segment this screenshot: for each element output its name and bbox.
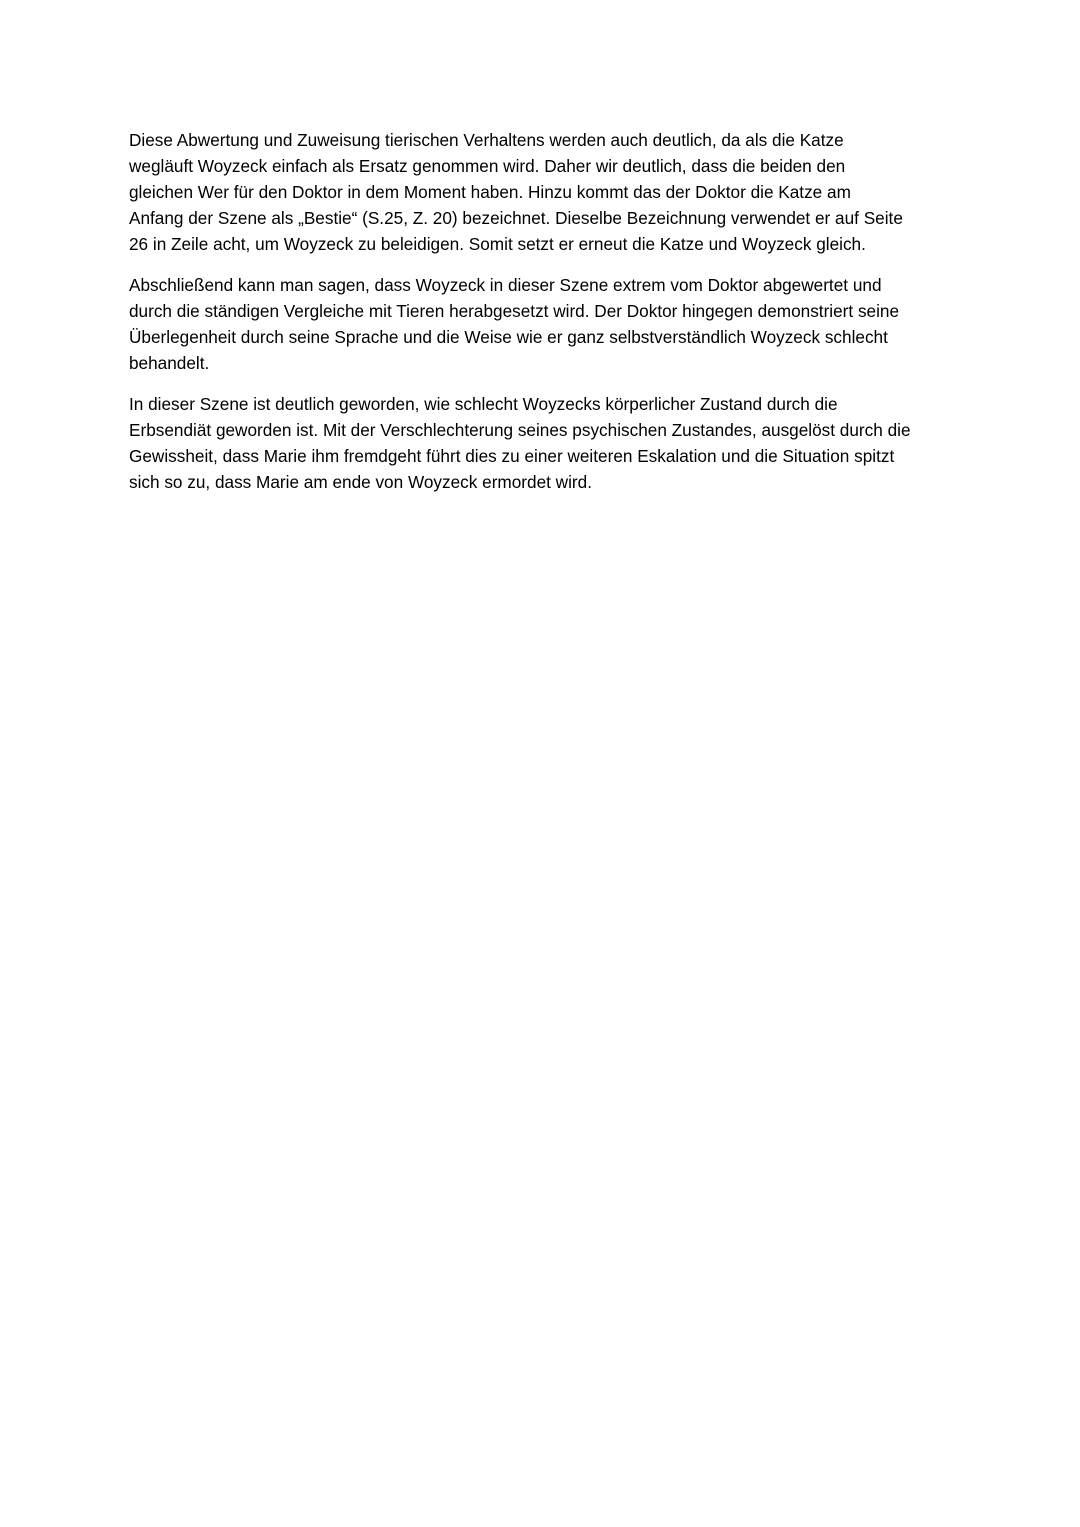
text-line: Abschließend kann man sagen, dass Woyzeck in dieser Szene extrem vom Doktor abgewertet und [129,275,882,295]
paragraph [129,391,959,495]
text-line: sich so zu, dass Marie am ende von Woyzeck ermordet wird. [129,472,592,492]
text-line: 26 in Zeile acht, um Woyzeck zu beleidigen. Somit setzt er erneut die Katze und Woyzeck gleich. [129,234,866,254]
text-line: wegläuft Woyzeck einfach als Ersatz genommen wird. Daher wir deutlich, dass die beiden den [129,156,846,176]
text-line: durch die ständigen Vergleiche mit Tieren herabgesetzt wird. Der Doktor hingegen demonstriert seine [129,301,900,321]
paragraph [129,272,959,376]
text-line: Erbsendiät geworden ist. Mit der Verschlechterung seines psychischen Zustandes, ausgelöst durch die [129,420,911,440]
text-line: behandelt. [129,353,210,373]
text-line: Diese Abwertung und Zuweisung tierischen Verhaltens werden auch deutlich, da als die Katze [129,130,844,150]
document-body [129,127,959,510]
text-line: In dieser Szene ist deutlich geworden, wie schlecht Woyzecks körperlicher Zustand durch die [129,394,838,414]
text-line: Anfang der Szene als „Bestie“ (S.25, Z. 20) bezeichnet. Dieselbe Bezeichnung verwendet er auf Seite [129,208,903,228]
text-line: Überlegenheit durch seine Sprache und die Weise wie er ganz selbstverständlich Woyzeck schlecht [129,327,888,347]
paragraph [129,127,959,257]
text-line: Gewissheit, dass Marie ihm fremdgeht führt dies zu einer weiteren Eskalation und die Situation spitzt [129,446,895,466]
text-line: gleichen Wer für den Doktor in dem Moment haben. Hinzu kommt das der Doktor die Katze am [129,182,851,202]
